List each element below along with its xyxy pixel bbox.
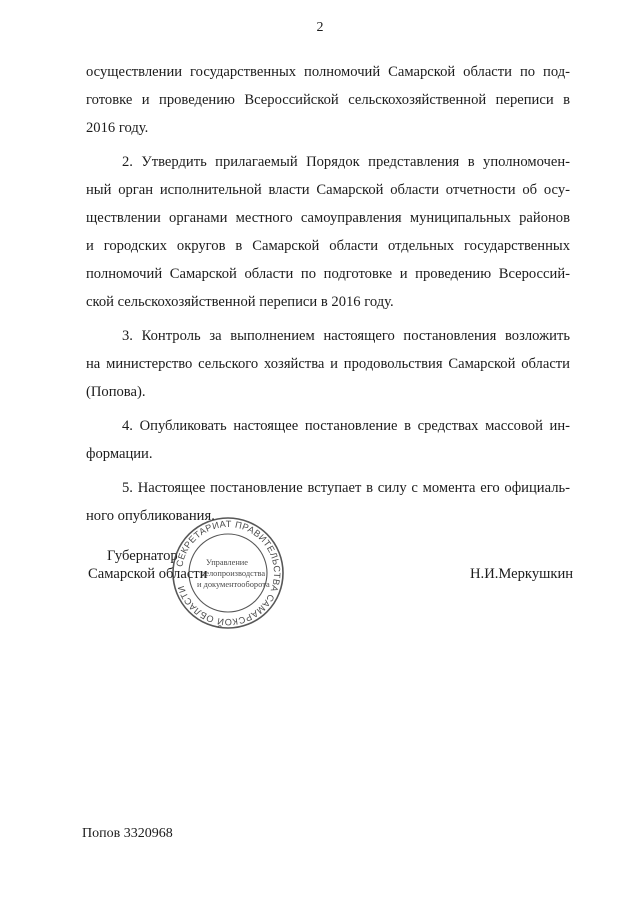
paragraph-1 [86,58,570,142]
text-line: 3. Контроль за выполнением настоящего постановления возложить [122,328,570,344]
text-line: 5. Настоящее постановление вступает в силу с момента его официаль- [122,480,570,496]
paragraph-4 [86,412,570,468]
signatory-name: Н.И.Меркушкин [470,566,574,582]
text-line: 2. Утвердить прилагаемый Порядок представления в уполномочен- [122,154,570,170]
text-line: ществлении органами местного самоуправления муниципальных районов [86,210,570,226]
text-line: на министерство сельского хозяйства и продовольствия Самарской области [86,356,570,372]
document-body [86,58,570,530]
text-line: полномочий Самарской области по подготовке и проведению Всероссий- [86,266,570,282]
executor-note: Попов 3320968 [82,826,173,841]
text-line: 4. Опубликовать настоящее постановление в средствах массовой ин- [122,418,570,434]
text-line: ской сельскохозяйственной переписи в 2016 году. [86,294,394,310]
stamp-inner-line-2: делопроизводства [201,569,266,578]
signatory-title-line1: Губернатор [107,548,178,564]
text-line: готовке и проведению Всероссийской сельскохозяйственной переписи в [86,92,570,108]
stamp-inner-line-3: и документооборота [197,580,270,589]
text-line: ный орган исполнительной власти Самарской области отчетности об осу- [86,182,570,198]
text-line: и городских округов в Самарской области отдельных государственных [86,238,570,254]
paragraph-5 [86,474,570,530]
signatory-title-line2: Самарской области [88,566,208,582]
official-stamp [170,515,286,631]
paragraph-2 [86,148,570,316]
paragraph-3 [86,322,570,406]
text-line: (Попова). [86,384,146,400]
text-line: формации. [86,446,153,462]
stamp-outer-text: СЕКРЕТАРИАТ ПРАВИТЕЛЬСТВА САМАРСКОЙ ОБЛАСТИ [174,518,283,628]
text-line: 2016 году. [86,120,149,136]
text-line: осуществлении государственных полномочий Самарской области по под- [86,64,570,80]
text-line: ного опубликования. [86,508,215,524]
signature-block [0,540,640,620]
stamp-inner-line-1: Управление [206,558,249,567]
page-number: 2 [316,20,324,35]
